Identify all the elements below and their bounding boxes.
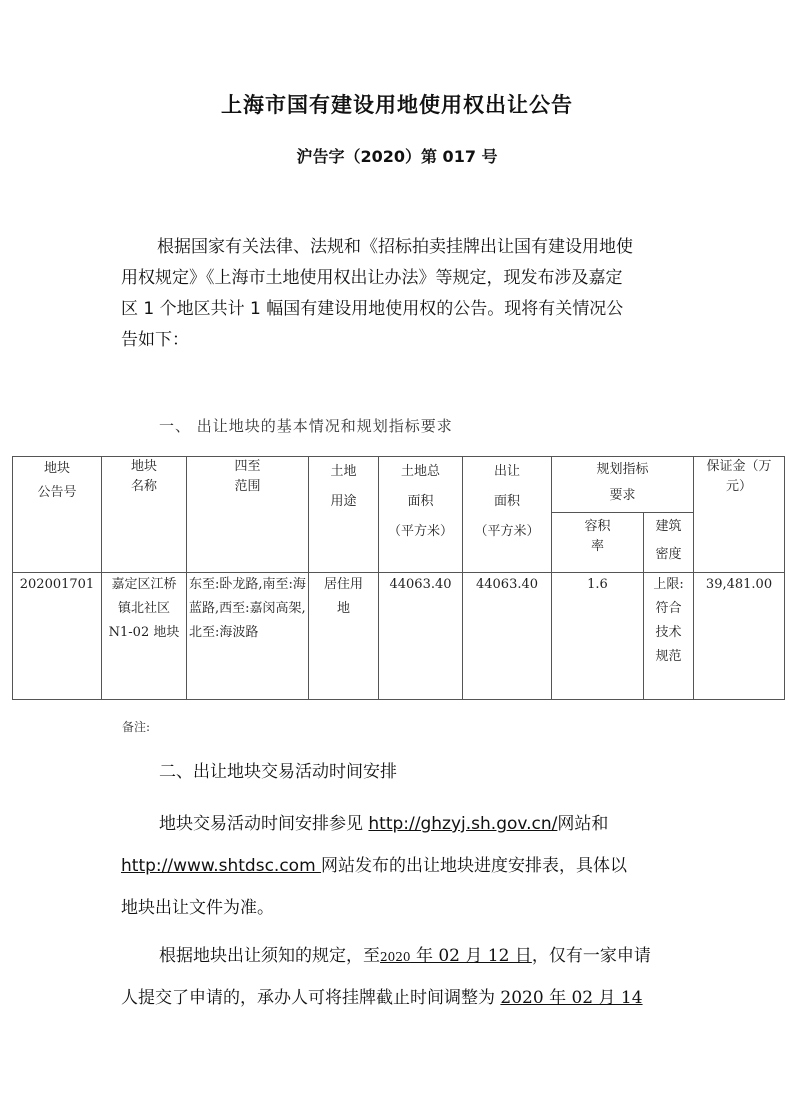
table-row (13, 573, 785, 700)
cell-far: 1.6 (552, 573, 644, 700)
cell-notice-no: 202001701 (13, 573, 102, 700)
schedule-line: 地块出让文件为准。 (121, 898, 274, 918)
header-total-area: 土地总 面积 （平方米） (379, 457, 463, 573)
document-number: 沪告字（2020）第 017 号 (296, 147, 498, 166)
shtdsc-link[interactable]: http://www.shtdsc.com (121, 856, 322, 876)
deadline-date: 年 02 月 12 日 (410, 946, 532, 966)
intro-line: 告如下： (121, 330, 189, 350)
schedule-line (121, 845, 681, 887)
header-sale-area: 出让 面积 （平方米） (463, 457, 552, 573)
schedule-text: 网站和 (557, 814, 609, 834)
deadline-paragraph (121, 935, 681, 1019)
table-note: 备注: (122, 720, 151, 734)
intro-line: 用权规定》《上海市土地使用权出让办法》等规定，现发布涉及嘉定 (121, 268, 623, 288)
ghzyj-link[interactable]: http://ghzyj.sh.gov.cn/ (368, 814, 558, 834)
cell-boundaries: 东至:卧龙路,南至:海蓝路,西至:嘉闵高架,北至:海波路 (187, 573, 309, 700)
header-planning: 规划指标 要求 (552, 457, 694, 513)
deadline-line (121, 935, 681, 977)
schedule-text: 网站发布的出让地块进度安排表，具体以 (321, 856, 628, 876)
section1-heading: 一、 出让地块的基本情况和规划指标要求 (159, 417, 453, 435)
schedule-paragraph (121, 803, 681, 929)
schedule-text: 地块交易活动时间安排参见 (159, 814, 369, 834)
cell-sale-area: 44063.40 (463, 573, 552, 700)
cell-parcel-name: 嘉定区江桥镇北社区 N1-02 地块 (102, 573, 187, 700)
header-deposit: 保证金（万 元） (694, 457, 785, 573)
header-boundaries: 四至 范围 (187, 457, 309, 573)
header-far: 容积 率 (552, 513, 644, 573)
deadline-text: 人提交了申请的，承办人可将挂牌截止时间调整为 (121, 988, 501, 1008)
cell-density: 上限:符合技术规范 (644, 573, 694, 700)
header-land-use: 土地 用途 (309, 457, 379, 573)
document-title: 上海市国有建设用地使用权出让公告 (221, 93, 573, 117)
deadline-date-year: 2020 (380, 950, 411, 964)
parcel-table (12, 456, 785, 700)
header-parcel-name: 地块 名称 (102, 457, 187, 573)
cell-land-use: 居住用地 (309, 573, 379, 700)
header-density: 建筑 密度 (644, 513, 694, 573)
schedule-line (121, 803, 681, 845)
deadline-text: 根据地块出让须知的规定，至 (159, 946, 380, 966)
deadline-text: ，仅有一家申请 (531, 946, 651, 966)
cell-total-area: 44063.40 (379, 573, 463, 700)
cell-deposit: 39,481.00 (694, 573, 785, 700)
intro-paragraph (121, 232, 681, 356)
intro-line: 区 1 个地区共计 1 幅国有建设用地使用权的公告。现将有关情况公 (121, 299, 624, 319)
header-notice-no: 地块 公告号 (13, 457, 102, 573)
adjusted-deadline-date: 2020 年 02 月 14 (500, 988, 643, 1008)
section2-heading: 二、出让地块交易活动时间安排 (159, 762, 397, 782)
deadline-line (121, 977, 681, 1019)
intro-line: 根据国家有关法律、法规和《招标拍卖挂牌出让国有建设用地使 (157, 237, 633, 257)
